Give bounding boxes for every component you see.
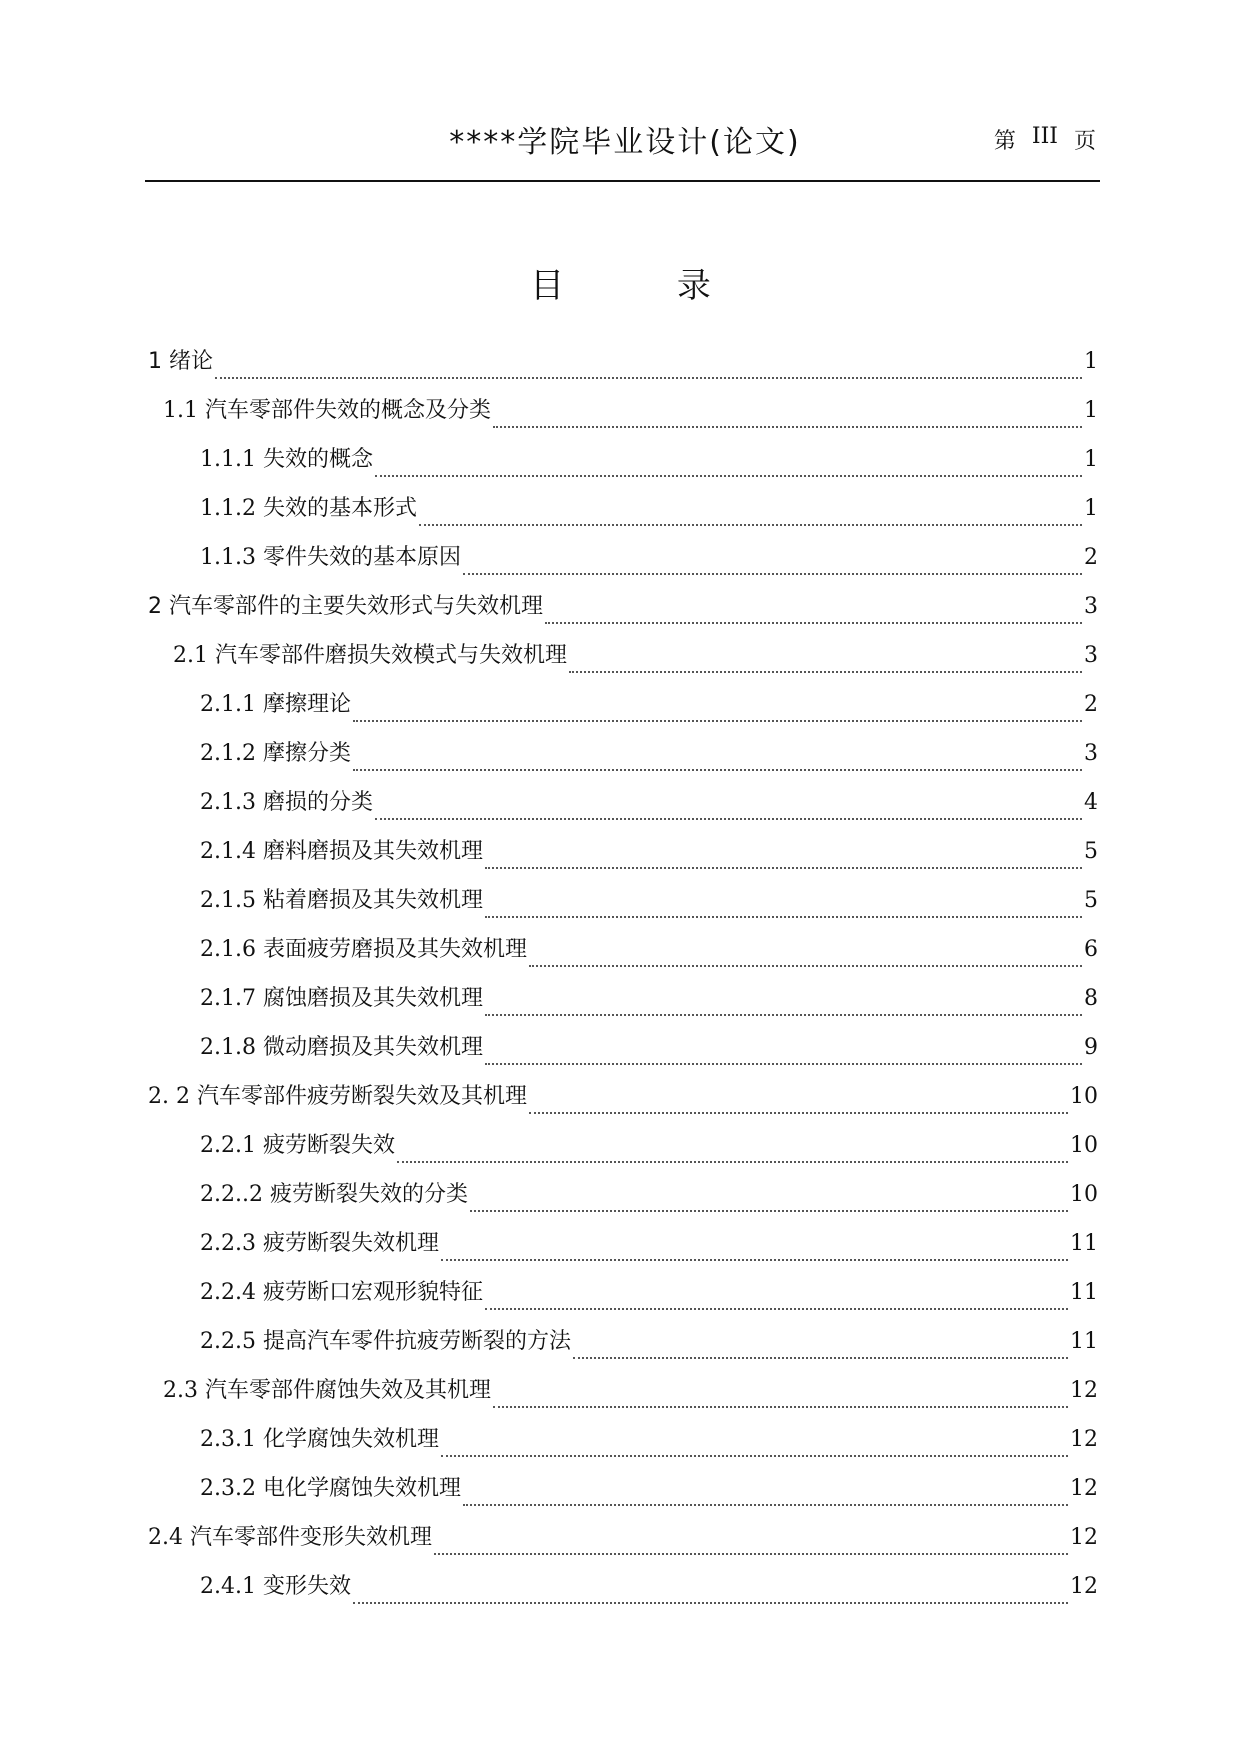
page-header [145, 110, 1100, 182]
toc-entry[interactable] [200, 1128, 1098, 1177]
dot-leader [493, 1406, 1068, 1408]
toc-entry-label: 1 绪论 [148, 349, 213, 374]
toc-entry-page: 12 [1070, 1378, 1098, 1403]
toc-entry-page: 3 [1084, 594, 1098, 619]
dot-leader [353, 769, 1082, 771]
toc-entry-page: 10 [1070, 1182, 1098, 1207]
toc-entry[interactable] [163, 1373, 1098, 1422]
toc-entry[interactable] [200, 491, 1098, 540]
toc-entry-label: 2.1.3 磨损的分类 [200, 790, 373, 815]
toc-entry-page: 3 [1084, 741, 1098, 766]
dot-leader [441, 1455, 1068, 1457]
toc-entry[interactable] [200, 1324, 1098, 1373]
toc-entry-label: 1.1.2 失效的基本形式 [200, 496, 417, 521]
toc-heading-char-2: 录 [676, 266, 711, 306]
toc-entry-label: 2.3 汽车零部件腐蚀失效及其机理 [163, 1378, 491, 1403]
dot-leader [470, 1210, 1068, 1212]
dot-leader [441, 1259, 1068, 1261]
toc-entry-label: 2.1.1 摩擦理论 [200, 692, 351, 717]
toc-entry-label: 2.1.8 微动磨损及其失效机理 [200, 1035, 483, 1060]
toc-entry-page: 12 [1070, 1574, 1098, 1599]
toc-entry-label: 2.1.6 表面疲劳磨损及其失效机理 [200, 937, 527, 962]
toc-entry[interactable] [200, 1177, 1098, 1226]
toc-entry-label: 2.1.5 粘着磨损及其失效机理 [200, 888, 483, 913]
dot-leader [375, 475, 1082, 477]
toc-entry[interactable] [200, 1471, 1098, 1520]
toc-entry-label: 2.2..2 疲劳断裂失效的分类 [200, 1182, 468, 1207]
toc-entry-label: 2.1.4 磨料磨损及其失效机理 [200, 839, 483, 864]
page-number: III [1031, 124, 1058, 149]
dot-leader [463, 573, 1082, 575]
toc-entry-label: 2.1.7 腐蚀磨损及其失效机理 [200, 986, 483, 1011]
toc-entry[interactable] [163, 393, 1098, 442]
toc-entry-page: 11 [1070, 1280, 1098, 1305]
dot-leader [493, 426, 1082, 428]
toc-entry-label: 1.1 汽车零部件失效的概念及分类 [163, 398, 491, 423]
dot-leader [569, 671, 1082, 673]
toc-entry-page: 11 [1070, 1231, 1098, 1256]
toc-entry-label: 2.2.3 疲劳断裂失效机理 [200, 1231, 439, 1256]
dot-leader [573, 1357, 1068, 1359]
toc-entry-page: 1 [1084, 349, 1098, 374]
toc-entry-page: 9 [1084, 1035, 1098, 1060]
toc-entry-page: 2 [1084, 692, 1098, 717]
toc-entry-label: 2.1.2 摩擦分类 [200, 741, 351, 766]
toc-entry[interactable] [148, 1079, 1098, 1128]
toc-entry[interactable] [200, 442, 1098, 491]
toc-entry-label: 2. 2 汽车零部件疲劳断裂失效及其机理 [148, 1084, 527, 1109]
dot-leader [545, 622, 1082, 624]
dot-leader [215, 377, 1082, 379]
dot-leader [485, 916, 1082, 918]
toc-entry[interactable] [200, 932, 1098, 981]
toc-entry-label: 2.2.1 疲劳断裂失效 [200, 1133, 395, 1158]
toc-entry-label: 2 汽车零部件的主要失效形式与失效机理 [148, 594, 543, 619]
toc-entry[interactable] [173, 638, 1098, 687]
dot-leader [353, 1602, 1068, 1604]
toc-heading [0, 258, 1241, 307]
toc-entry-page: 2 [1084, 545, 1098, 570]
dot-leader [529, 1112, 1068, 1114]
toc-list [0, 344, 1241, 1618]
toc-heading-char-1: 目 [530, 266, 565, 306]
toc-entry-page: 6 [1084, 937, 1098, 962]
toc-entry-page: 12 [1070, 1476, 1098, 1501]
toc-entry-label: 2.4 汽车零部件变形失效机理 [148, 1525, 432, 1550]
toc-entry[interactable] [200, 981, 1098, 1030]
toc-entry[interactable] [148, 1520, 1098, 1569]
toc-entry-label: 2.3.2 电化学腐蚀失效机理 [200, 1476, 461, 1501]
toc-entry-label: 1.1.1 失效的概念 [200, 447, 373, 472]
document-title: ****学院毕业设计(论文) [449, 125, 801, 160]
toc-entry[interactable] [200, 1569, 1098, 1618]
toc-entry[interactable] [200, 687, 1098, 736]
dot-leader [485, 1014, 1082, 1016]
dot-leader [529, 965, 1082, 967]
toc-entry[interactable] [200, 785, 1098, 834]
toc-entry-page: 4 [1084, 790, 1098, 815]
toc-entry-page: 5 [1084, 888, 1098, 913]
dot-leader [485, 867, 1082, 869]
page-label-post: 页 [1073, 129, 1096, 154]
toc-entry-label: 2.4.1 变形失效 [200, 1574, 351, 1599]
dot-leader [353, 720, 1082, 722]
dot-leader [397, 1161, 1068, 1163]
toc-entry-page: 1 [1084, 398, 1098, 423]
toc-entry[interactable] [200, 540, 1098, 589]
toc-entry-page: 10 [1070, 1133, 1098, 1158]
toc-entry-page: 3 [1084, 643, 1098, 668]
dot-leader [485, 1063, 1082, 1065]
toc-entry[interactable] [200, 834, 1098, 883]
dot-leader [375, 818, 1082, 820]
toc-entry-page: 1 [1084, 447, 1098, 472]
toc-entry-label: 2.2.4 疲劳断口宏观形貌特征 [200, 1280, 483, 1305]
toc-entry-page: 1 [1084, 496, 1098, 521]
toc-entry[interactable] [200, 1030, 1098, 1079]
toc-entry-page: 5 [1084, 839, 1098, 864]
dot-leader [485, 1308, 1068, 1310]
dot-leader [463, 1504, 1068, 1506]
toc-entry[interactable] [200, 883, 1098, 932]
page-label-pre: 第 [993, 129, 1016, 154]
toc-entry-label: 2.3.1 化学腐蚀失效机理 [200, 1427, 439, 1452]
page-indicator [994, 124, 1096, 155]
toc-entry-page: 12 [1070, 1525, 1098, 1550]
toc-entry[interactable] [200, 736, 1098, 785]
toc-entry-page: 12 [1070, 1427, 1098, 1452]
toc-entry-label: 1.1.3 零件失效的基本原因 [200, 545, 461, 570]
toc-entry[interactable] [148, 589, 1098, 638]
toc-entry-page: 10 [1070, 1084, 1098, 1109]
toc-entry[interactable] [200, 1422, 1098, 1471]
toc-entry-page: 11 [1070, 1329, 1098, 1354]
toc-entry[interactable] [148, 344, 1098, 393]
toc-entry[interactable] [200, 1226, 1098, 1275]
dot-leader [434, 1553, 1068, 1555]
toc-entry-page: 8 [1084, 986, 1098, 1011]
toc-entry[interactable] [200, 1275, 1098, 1324]
toc-entry-label: 2.2.5 提高汽车零件抗疲劳断裂的方法 [200, 1329, 571, 1354]
toc-entry-label: 2.1 汽车零部件磨损失效模式与失效机理 [173, 643, 567, 668]
dot-leader [419, 524, 1082, 526]
